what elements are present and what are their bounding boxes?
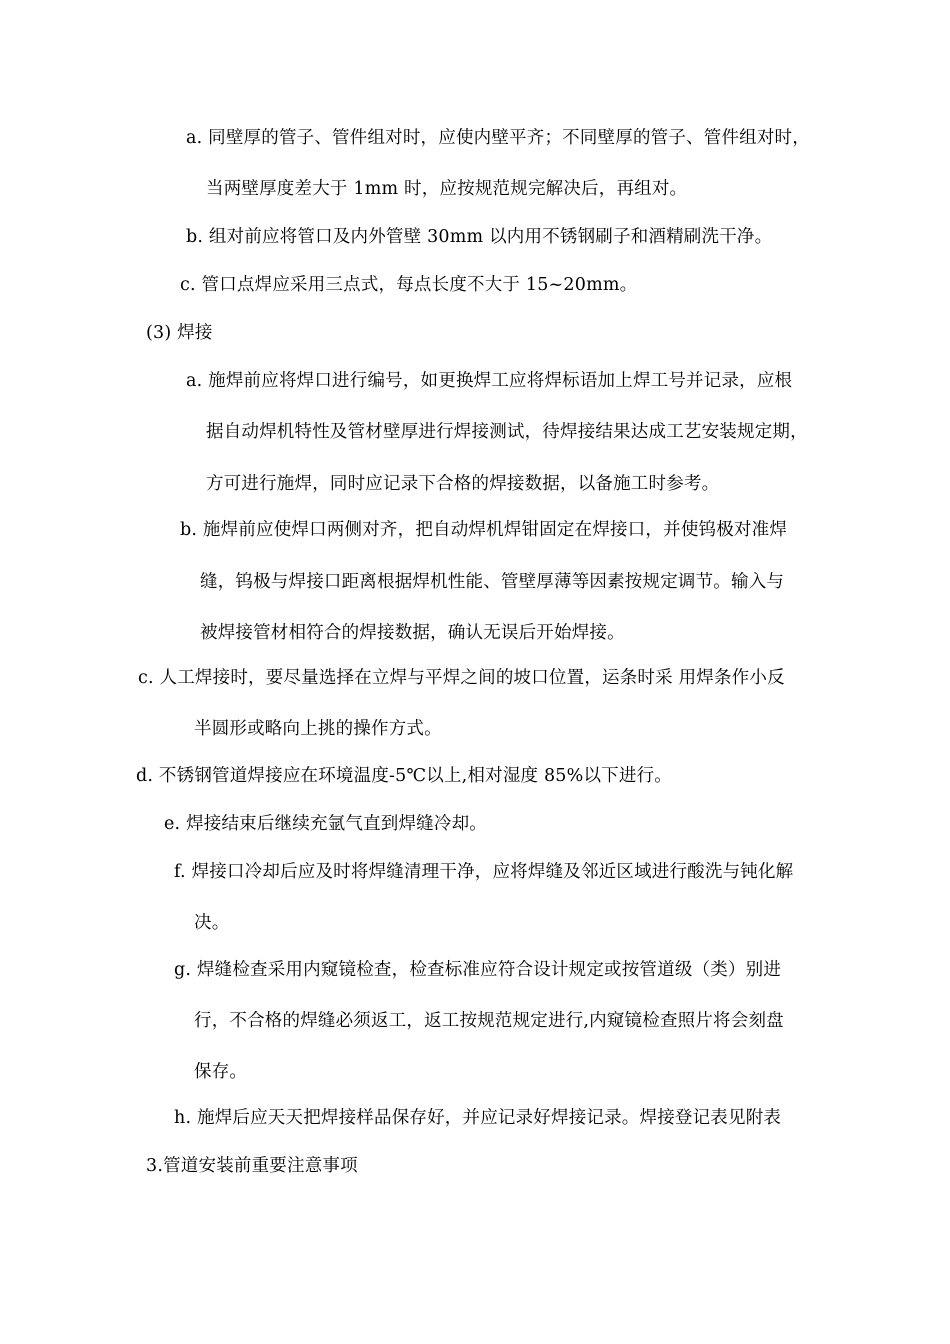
weld-item-c-line-1: c. 人工焊接时，要尽量选择在立焊与平焊之间的坡口位置，运条时采 用焊条作小反 [138, 668, 785, 688]
item-b-line-1: b. 组对前应将管口及内外管壁 30mm 以内用不锈钢刷子和酒精刷洗干净。 [186, 227, 773, 247]
item-a-line-2: 当两壁厚度差大于 1mm 时，应按规范规完解决后，再组对。 [206, 179, 688, 199]
weld-item-a-line-1: a. 施焊前应将焊口进行编号，如更换焊工应将焊标语加上焊工号并记录，应根 [186, 371, 793, 391]
weld-item-h-line-1: h. 施焊后应天天把焊接样品保存好，并应记录好焊接记录。焊接登记表见附表 [174, 1108, 782, 1128]
weld-item-a-line-3: 方可进行施焊，同时应记录下合格的焊接数据，以备施工时参考。 [206, 474, 720, 494]
weld-item-g-line-1: g. 焊缝检查采用内窥镜检查，检查标准应符合设计规定或按管道级（类）别进 [174, 960, 782, 980]
weld-item-a-line-2: 据自动焊机特性及管材壁厚进行焊接测试，待焊接结果达成工艺安装规定期， [206, 422, 808, 442]
weld-item-g-line-3: 保存。 [194, 1062, 248, 1082]
section-heading-welding: (3) 焊接 [146, 323, 213, 343]
weld-item-b-line-1: b. 施焊前应使焊口两侧对齐，把自动焊机焊钳固定在焊接口，并使钨极对准焊 [180, 520, 788, 540]
weld-item-b-line-2: 缝，钨极与焊接口距离根据焊机性能、管壁厚薄等因素按规定调节。输入与 [200, 572, 785, 592]
weld-item-d-line-1: d. 不锈钢管道焊接应在环境温度-5℃以上,相对湿度 85%以下进行。 [136, 766, 672, 786]
weld-item-f-line-1: f. 焊接口冷却后应及时将焊缝清理干净，应将焊缝及邻近区域进行酸洗与钝化解 [174, 862, 794, 882]
item-a-line-1: a. 同壁厚的管子、管件组对时，应使内壁平齐；不同壁厚的管子、管件组对时， [186, 128, 810, 148]
item-c-line-1: c. 管口点焊应采用三点式，每点长度不大于 15~20mm。 [180, 275, 638, 295]
weld-item-e-line-1: e. 焊接结束后继续充氩气直到焊缝冷却。 [164, 814, 487, 834]
weld-item-b-line-3: 被焊接管材相符合的焊接数据，确认无误后开始焊接。 [200, 623, 625, 643]
section-heading-pipe-installation: 3.管道安装前重要注意事项 [146, 1156, 358, 1176]
weld-item-g-line-2: 行，不合格的焊缝必须返工，返工按规范规定进行,内窥镜检查照片将会刻盘 [194, 1011, 784, 1031]
weld-item-f-line-2: 决。 [194, 913, 230, 933]
weld-item-c-line-2: 半圆形或略向上挑的操作方式。 [194, 719, 442, 739]
